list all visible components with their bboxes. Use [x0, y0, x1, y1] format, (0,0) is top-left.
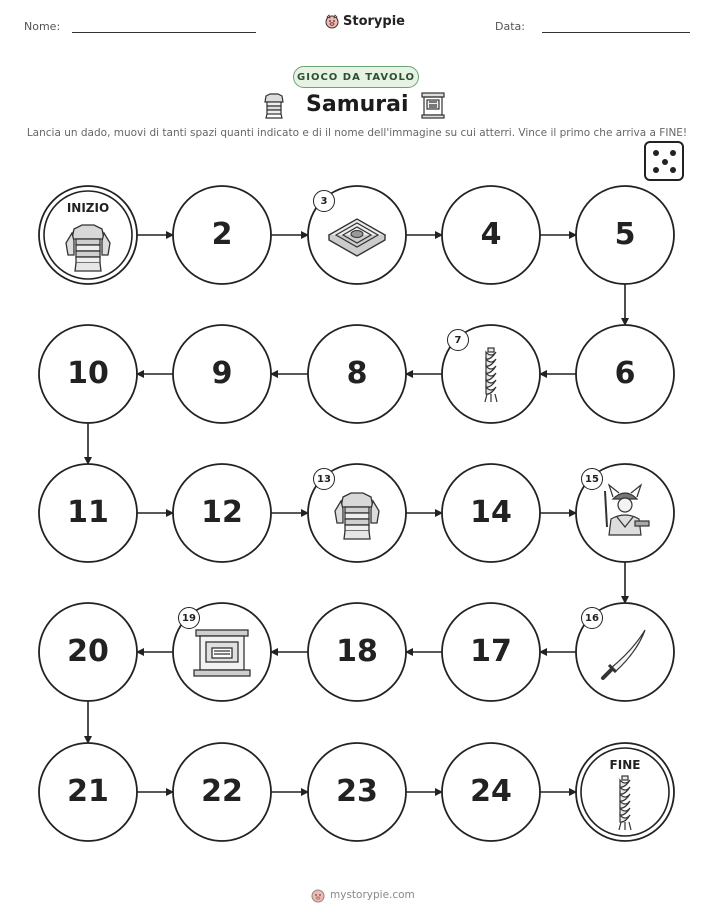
instructions: Lancia un dado, muovi di tanti spazi quanti indicato e di il nome dell'immagine su cui atterri. Vince il primo che arriva a FINE! — [26, 127, 688, 139]
space-number: 23 — [336, 774, 378, 809]
space-number-badge: 7 — [447, 329, 469, 351]
space-label: INIZIO — [66, 201, 110, 215]
space-number: 8 — [346, 356, 368, 391]
space-number-badge: 16 — [581, 607, 603, 629]
space-number: 21 — [67, 774, 109, 809]
space-number: 18 — [336, 634, 378, 669]
space-number-badge: 13 — [313, 468, 335, 490]
space-number: 24 — [470, 774, 512, 809]
space-number: 2 — [211, 217, 233, 252]
space-number: 10 — [67, 356, 109, 391]
space-number: 14 — [470, 495, 512, 530]
space-number-badge: 15 — [581, 468, 603, 490]
pig-logo-icon — [310, 887, 326, 903]
page-title: Samurai — [306, 92, 409, 117]
space-label: FINE — [609, 758, 641, 772]
space-number: 17 — [470, 634, 512, 669]
space-number-badge: 3 — [313, 190, 335, 212]
footer-url: mystorypie.com — [330, 889, 415, 901]
footer — [310, 887, 415, 903]
space-number: 6 — [614, 356, 636, 391]
space-number: 5 — [614, 217, 636, 252]
game-type-pill: GIOCO DA TAVOLO — [293, 66, 419, 88]
space-number: 9 — [211, 356, 233, 391]
space-number: 20 — [67, 634, 109, 669]
space-number: 11 — [67, 495, 109, 530]
space-number: 4 — [480, 217, 502, 252]
name-label: Nome: — [24, 20, 61, 33]
brand-name: Storypie — [343, 13, 405, 29]
shrine-icon — [194, 630, 250, 676]
date-label: Data: — [495, 20, 525, 33]
space-number: 12 — [201, 495, 243, 530]
space-number-badge: 19 — [178, 607, 200, 629]
space-number: 22 — [201, 774, 243, 809]
